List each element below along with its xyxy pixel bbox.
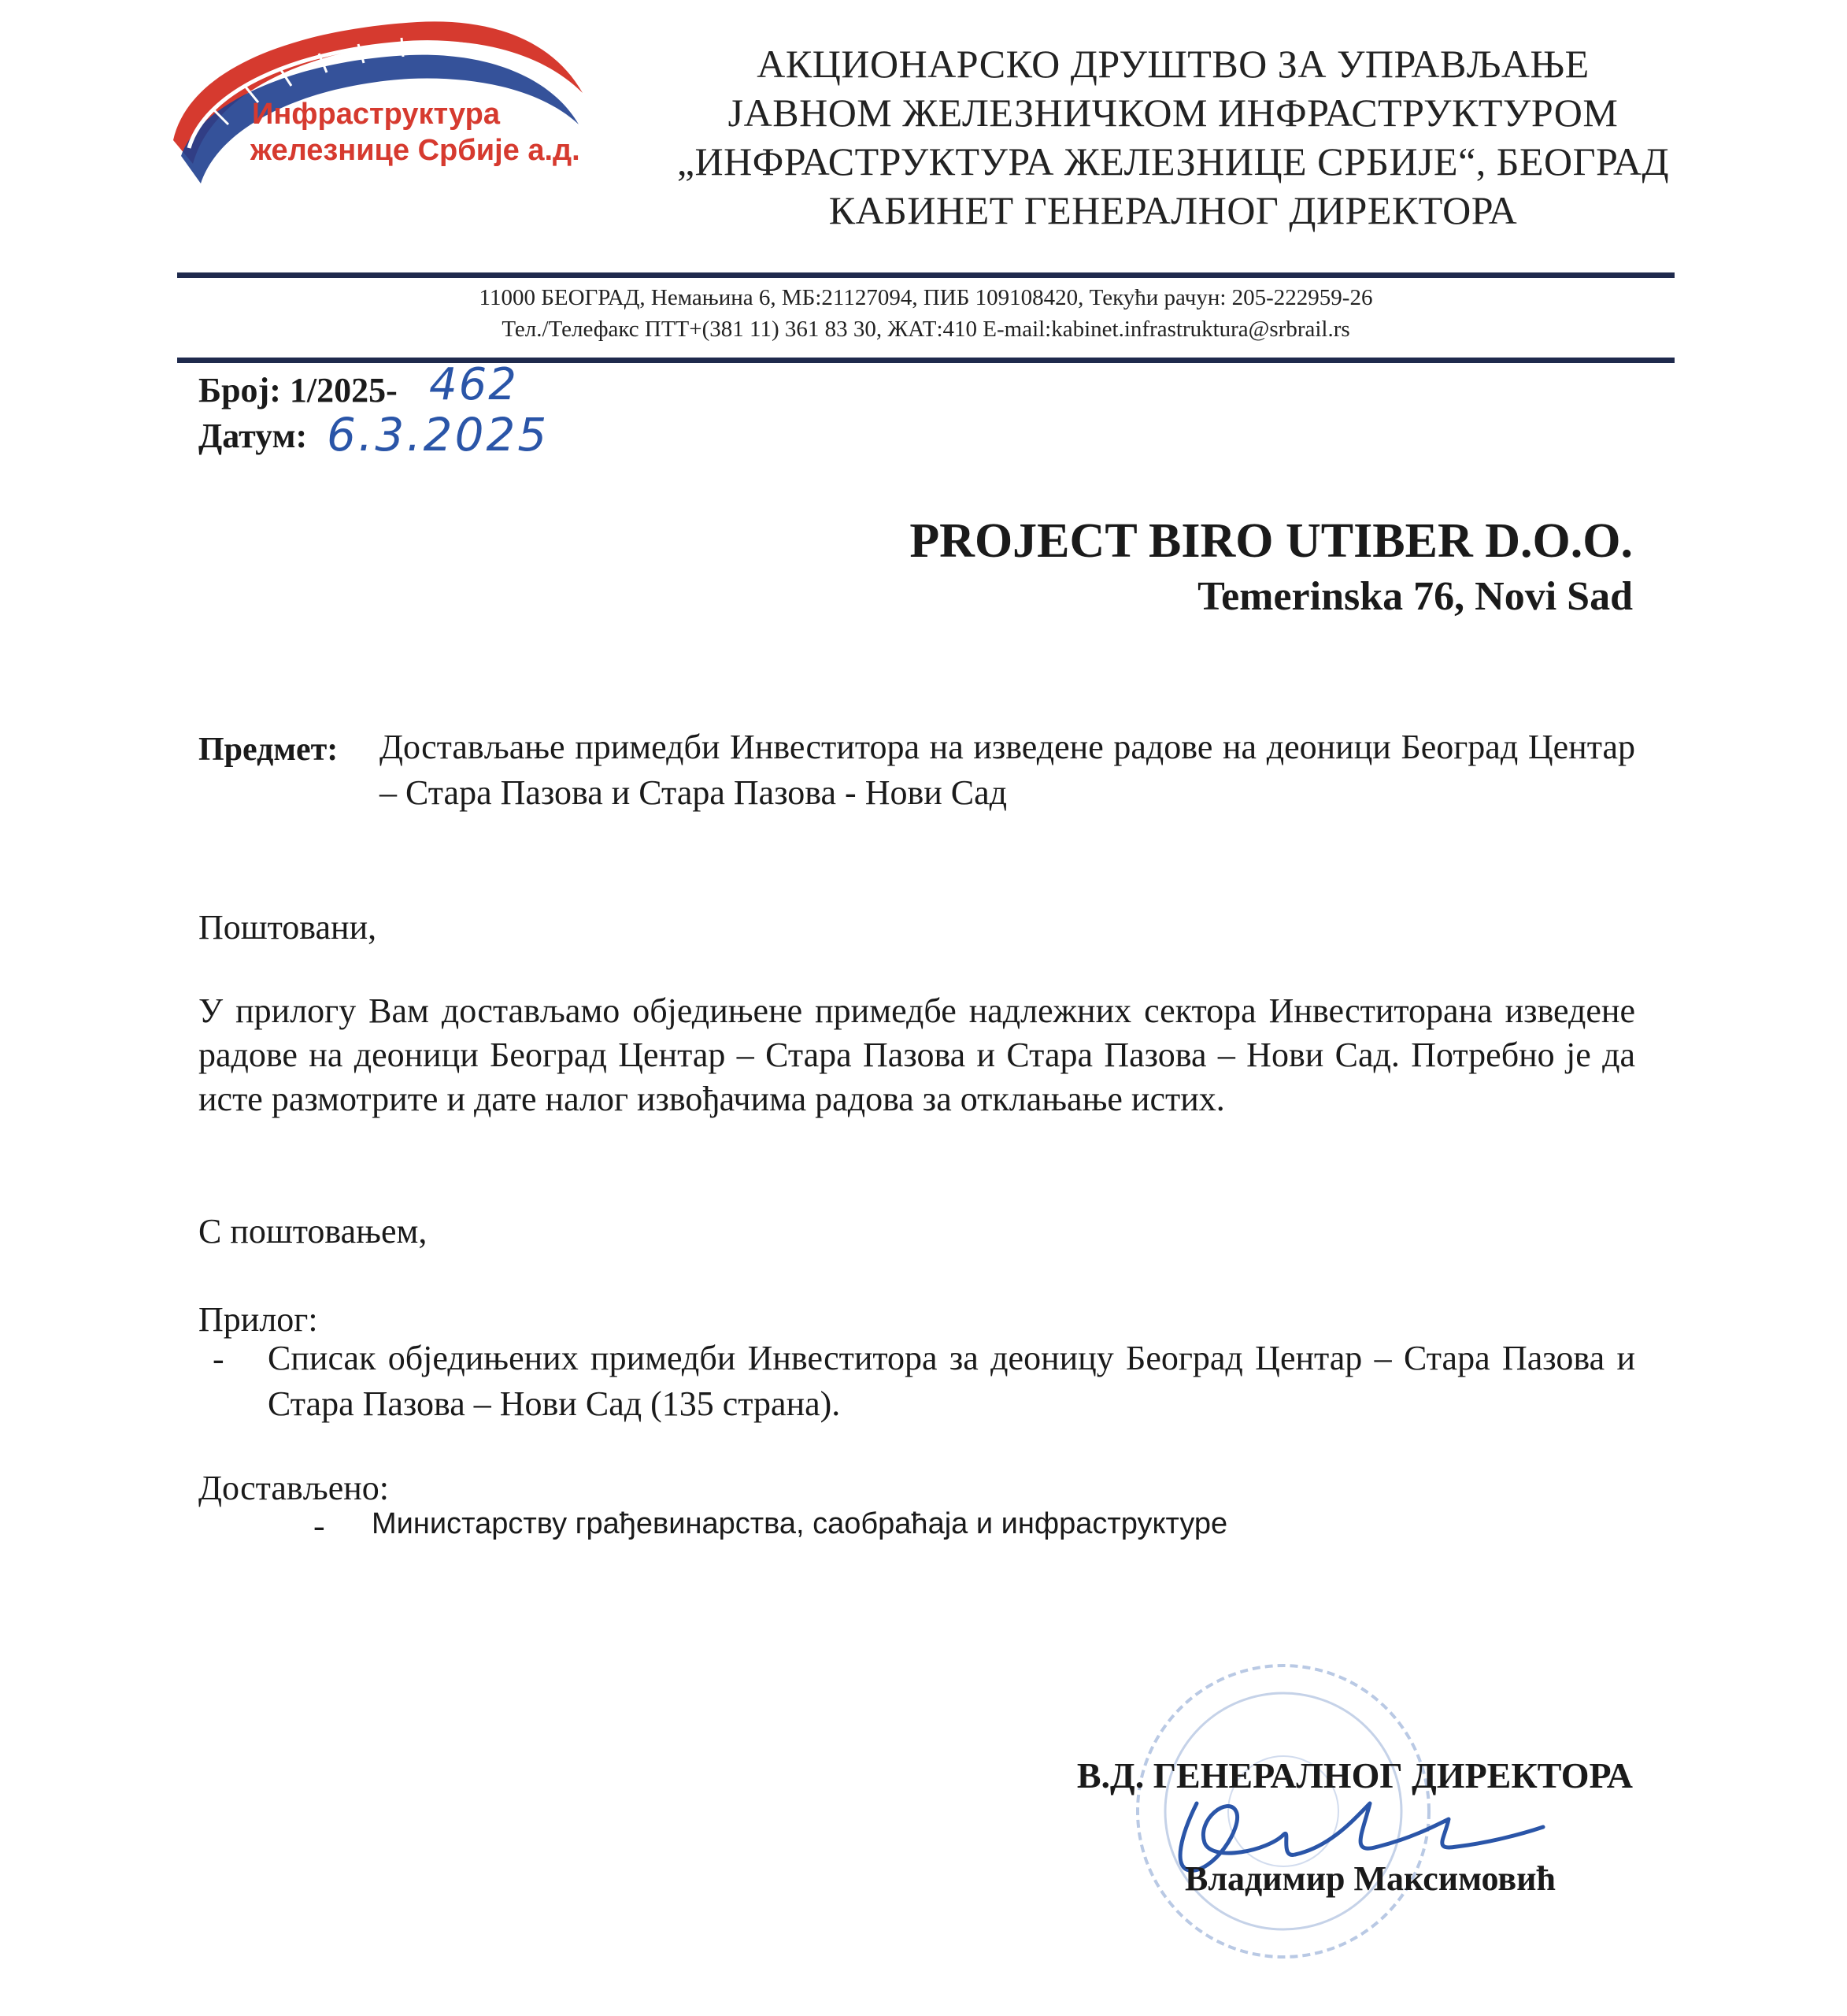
- subject-text: Достављање примедби Инвеститора на изведене радове на деоници Београд Центар – Стара Пазова и Стара Пазова - Нови Сад: [379, 728, 1635, 812]
- attachment-bullet: -: [213, 1340, 224, 1378]
- contact-address: 11000 БЕОГРАД, Немањина 6, МБ:21127094, ПИБ 109108420, Текући рачун: 205-222959-26: [479, 285, 1373, 310]
- handwritten-document-date: 6.3.2025: [327, 408, 550, 461]
- org-line: ЈАВНОМ ЖЕЛЕЗНИЧКОМ ИНФРАСТРУКТУРОМ: [727, 91, 1619, 135]
- delivered-label: Достављено:: [198, 1469, 389, 1507]
- contact-phone-email: Тел./Телефакс ПТТ+(381 11) 361 83 30, ЖАТ:410 E-mail:kabinet.infrastruktura@srbrail.rs: [502, 317, 1350, 342]
- handwritten-document-number: 462: [429, 359, 518, 410]
- recipient-name: PROJECT BIRO UTIBER D.O.O.: [909, 514, 1633, 568]
- subject-label: Предмет:: [198, 732, 339, 768]
- signatory-name: Владимир Максимовић: [1185, 1859, 1556, 1898]
- signatory-title: В.Д. ГЕНЕРАЛНОГ ДИРЕКТОРА: [1076, 1755, 1633, 1796]
- header-divider-top: [177, 272, 1675, 278]
- delivered-item: Министарству грађевинарства, саобраћаја и инфраструктуре: [372, 1507, 1228, 1540]
- document-date-label: Датум:: [198, 417, 308, 455]
- org-line: АКЦИОНАРСКО ДРУШТВО ЗА УПРАВЉАЊЕ: [757, 42, 1590, 86]
- closing: С поштовањем,: [198, 1212, 428, 1251]
- greeting: Поштовани,: [198, 908, 377, 947]
- organization-name: [614, 39, 1732, 235]
- header-divider-bottom: [177, 358, 1675, 363]
- document-number-label: Број: 1/2025-: [198, 371, 398, 410]
- logo-text-line2: железнице Србије а.д.: [250, 134, 580, 167]
- delivered-bullet: -: [313, 1506, 325, 1545]
- org-line: КАБИНЕТ ГЕНЕРАЛНОГ ДИРЕКТОРА: [828, 188, 1518, 232]
- body-paragraph: У прилогу Вам достављамо обједињене примедбе надлежних сектора Инвеститорана изведене радове на деоници Београд Центар – Стара Пазова и Стара Пазова – Нови Сад. Потребно је да исте размотрите и дате налог извођачима радова за отклањање истих.: [198, 991, 1635, 1118]
- attachment-item: Списак обједињених примедби Инвеститора за деоницу Београд Центар – Стара Пазова и Стара Пазова – Нови Сад (135 страна).: [268, 1339, 1635, 1423]
- org-line: „ИНФРАСТРУКТУРА ЖЕЛЕЗНИЦЕ СРБИЈЕ“, БЕОГРАД: [676, 139, 1670, 183]
- logo-text-line1: Инфраструктура: [252, 98, 501, 131]
- attachment-label: Прилог:: [198, 1300, 318, 1339]
- recipient-address: Temerinska 76, Novi Sad: [1197, 574, 1633, 619]
- company-logo: [157, 6, 598, 195]
